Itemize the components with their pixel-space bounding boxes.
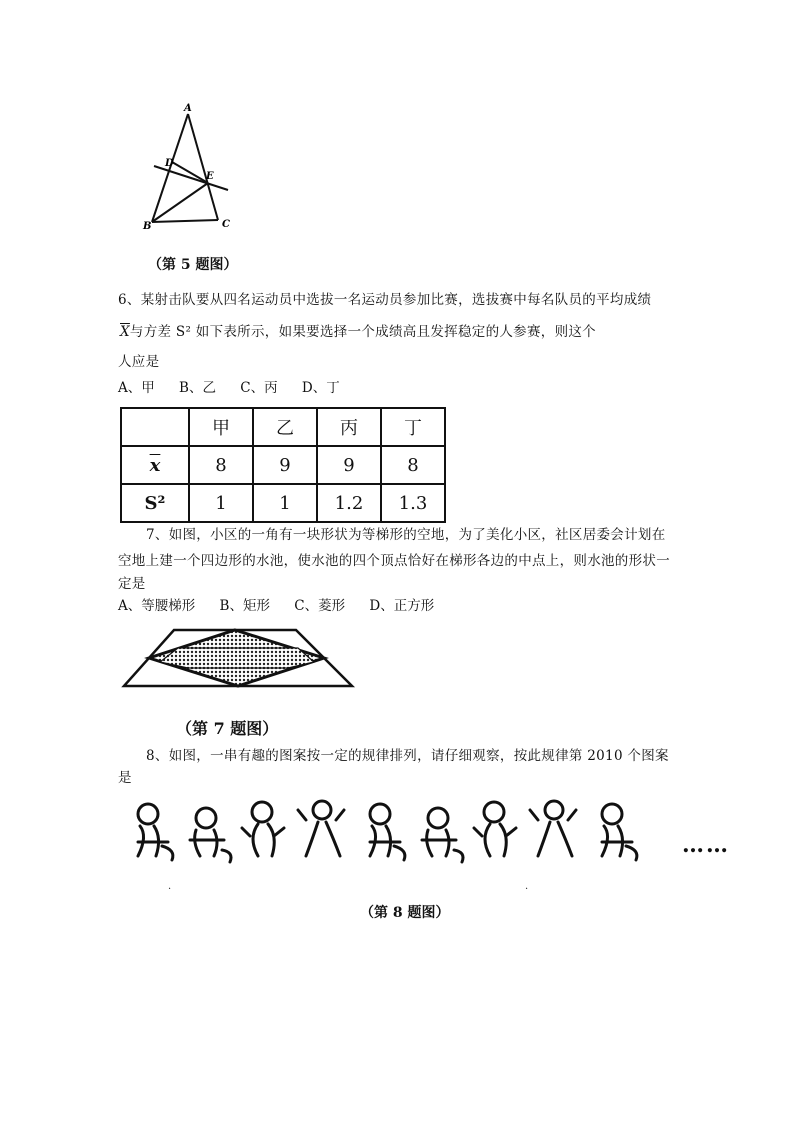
scan-mark-right: · — [525, 884, 529, 895]
q6-line2 — [120, 320, 596, 344]
q6-line2-text: 与方差 S² 如下表所示，如果要选择一个成绩高且发挥稳定的人参赛，则这个 — [129, 324, 596, 340]
figure-5-triangle — [140, 100, 240, 240]
q6-line1: 6、某射击队要从四名运动员中选拔一名运动员参加比赛，选拔赛中每名队员的平均成绩 — [118, 292, 652, 308]
var-ding: 1.3 — [381, 484, 445, 522]
score-table — [120, 407, 446, 523]
q7-line2: 空地上建一个四边形的水池，使水池的四个顶点恰好在梯形各边的中点上，则水池的形状一 — [118, 553, 670, 569]
figure-8-monkey-sequence — [118, 796, 678, 868]
mean-yi: 9 — [253, 446, 317, 484]
figure-7-caption: （第 7 题图） — [176, 719, 279, 738]
q6-options — [118, 376, 360, 396]
header-jia: 甲 — [189, 408, 253, 446]
header-ding: 丁 — [381, 408, 445, 446]
q7-option-a: A、等腰梯形 — [118, 598, 196, 614]
var-jia: 1 — [189, 484, 253, 522]
q6-option-b: B、乙 — [179, 380, 216, 396]
monkey-pattern-4 — [298, 801, 344, 856]
q7-line1: 7、如图，小区的一角有一块形状为等梯形的空地，为了美化小区，社区居委会计划在 — [146, 527, 666, 543]
monkey-pattern-9 — [602, 804, 637, 860]
label-c: C — [222, 219, 230, 230]
q8-line1: 8、如图，一串有趣的图案按一定的规律排列，请仔细观察，按此规律第 2010 个图案 — [146, 748, 669, 764]
q6-line3: 人应是 — [118, 354, 160, 370]
monkey-pattern-1 — [138, 804, 173, 860]
var-bing: 1.2 — [317, 484, 381, 522]
q7-option-b: B、矩形 — [219, 598, 270, 614]
q8-line2: 是 — [118, 770, 132, 786]
mean-label: $\overline{x}$ — [121, 446, 189, 484]
mean-ding: 8 — [381, 446, 445, 484]
table-row-mean — [121, 446, 445, 484]
monkey-pattern-3 — [242, 802, 284, 856]
table-header-empty — [121, 408, 189, 446]
q6-option-d: D、丁 — [301, 380, 340, 396]
sequence-ellipsis: …… — [682, 832, 730, 858]
table-row-variance — [121, 484, 445, 522]
header-bing: 丙 — [317, 408, 381, 446]
label-a: A — [184, 103, 192, 114]
scan-mark-left: · — [168, 884, 172, 895]
q7-options — [118, 594, 454, 614]
label-b: B — [143, 221, 152, 232]
table-header-row — [121, 408, 445, 446]
label-d: D — [165, 158, 174, 169]
q7-line3: 定是 — [118, 576, 146, 592]
mean-jia: 8 — [189, 446, 253, 484]
variance-label: S² — [121, 484, 189, 522]
label-e: E — [206, 171, 214, 182]
q6-option-c: C、丙 — [240, 380, 278, 396]
monkey-pattern-7 — [474, 802, 516, 856]
figure-7-trapezoid — [118, 622, 358, 694]
q7-option-d: D、正方形 — [369, 598, 435, 614]
q7-option-c: C、菱形 — [294, 598, 346, 614]
q6-option-a: A、甲 — [118, 380, 155, 396]
mean-symbol: $\overline{X}$ — [120, 324, 130, 340]
header-yi: 乙 — [253, 408, 317, 446]
monkey-pattern-8 — [530, 801, 576, 856]
var-yi: 1 — [253, 484, 317, 522]
monkey-pattern-2 — [190, 808, 231, 862]
monkey-pattern-6 — [422, 808, 463, 862]
mean-bing: 9 — [317, 446, 381, 484]
figure-8-caption: （第 8 题图） — [360, 905, 450, 921]
figure-5-caption: （第 5 题图） — [148, 257, 238, 273]
monkey-pattern-5 — [370, 804, 405, 860]
